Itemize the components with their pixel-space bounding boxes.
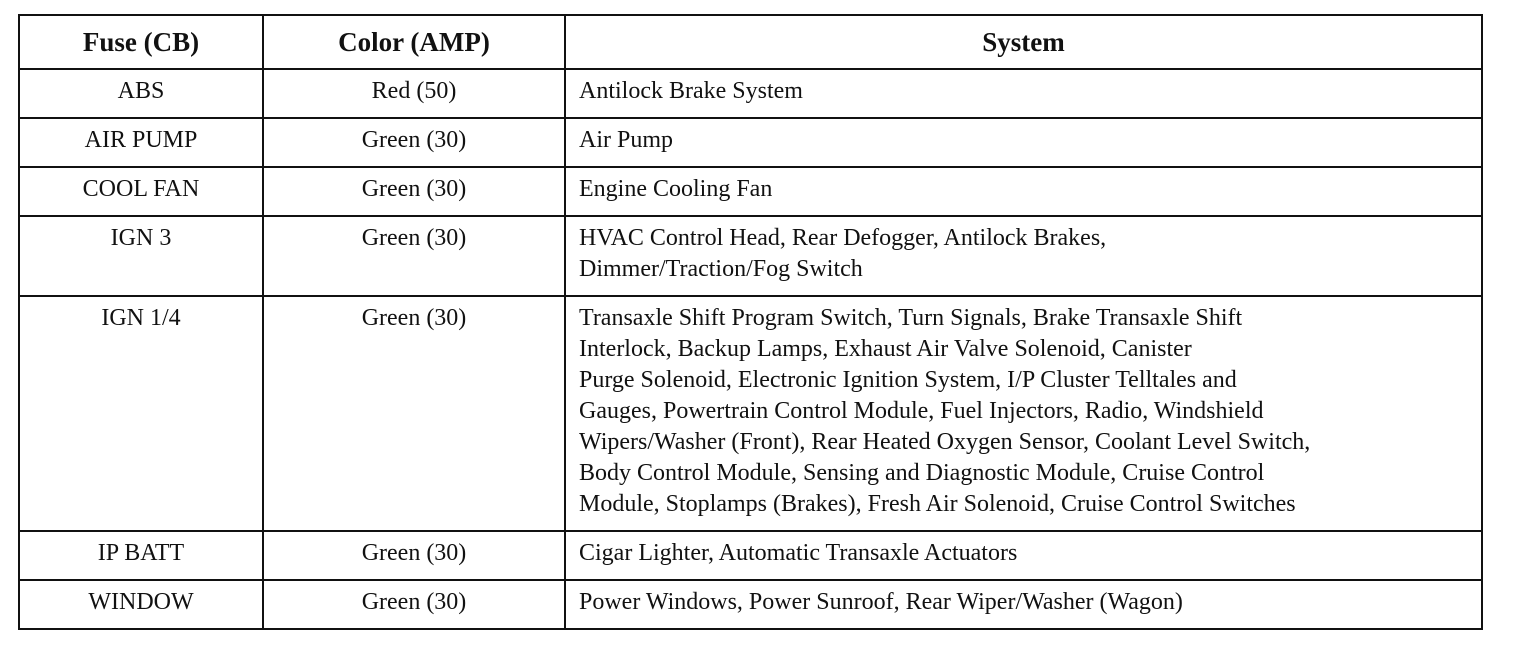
fuse-cell: IGN 1/4: [19, 296, 263, 531]
fuse-cell: IP BATT: [19, 531, 263, 580]
table-row: [19, 118, 1482, 167]
color-cell: Green (30): [263, 167, 565, 216]
table-body: [19, 69, 1482, 629]
table-row: [19, 167, 1482, 216]
table-row: [19, 296, 1482, 531]
header-color: Color (AMP): [263, 15, 565, 69]
color-cell: Green (30): [263, 296, 565, 531]
header-system: System: [565, 15, 1482, 69]
fuse-table: [18, 14, 1483, 630]
system-line: Dimmer/Traction/Fog Switch: [579, 256, 863, 282]
system-line: Antilock Brake System: [579, 78, 803, 104]
system-cell: [565, 580, 1482, 629]
fuse-cell: ABS: [19, 69, 263, 118]
system-line: Purge Solenoid, Electronic Ignition System, I/P Cluster Telltales and: [579, 367, 1237, 393]
table-row: [19, 69, 1482, 118]
system-line: Air Pump: [579, 127, 674, 153]
system-line: Interlock, Backup Lamps, Exhaust Air Valve Solenoid, Canister: [579, 336, 1192, 362]
system-line: Power Windows, Power Sunroof, Rear Wiper/Washer (Wagon): [579, 589, 1183, 615]
fuse-cell: COOL FAN: [19, 167, 263, 216]
system-line: Module, Stoplamps (Brakes), Fresh Air Solenoid, Cruise Control Switches: [579, 491, 1296, 517]
header-row: [19, 15, 1482, 69]
system-cell: [565, 296, 1482, 531]
table-row: [19, 216, 1482, 296]
table-row: [19, 580, 1482, 629]
color-cell: Green (30): [263, 531, 565, 580]
system-line: HVAC Control Head, Rear Defogger, Antilock Brakes,: [579, 225, 1107, 251]
system-cell: [565, 69, 1482, 118]
system-line: Cigar Lighter, Automatic Transaxle Actuators: [579, 540, 1018, 566]
system-line: Wipers/Washer (Front), Rear Heated Oxygen Sensor, Coolant Level Switch,: [579, 429, 1311, 455]
color-cell: Green (30): [263, 580, 565, 629]
system-line: Engine Cooling Fan: [579, 176, 773, 202]
system-line: Body Control Module, Sensing and Diagnostic Module, Cruise Control: [579, 460, 1265, 486]
system-line: Gauges, Powertrain Control Module, Fuel Injectors, Radio, Windshield: [579, 398, 1264, 424]
fuse-cell: AIR PUMP: [19, 118, 263, 167]
table-header: [19, 15, 1482, 69]
system-cell: [565, 118, 1482, 167]
header-fuse: Fuse (CB): [19, 15, 263, 69]
system-cell: [565, 216, 1482, 296]
fuse-cell: WINDOW: [19, 580, 263, 629]
fuse-cell: IGN 3: [19, 216, 263, 296]
color-cell: Red (50): [263, 69, 565, 118]
system-cell: [565, 531, 1482, 580]
table-row: [19, 531, 1482, 580]
color-cell: Green (30): [263, 118, 565, 167]
system-line: Transaxle Shift Program Switch, Turn Signals, Brake Transaxle Shift: [579, 305, 1243, 331]
system-cell: [565, 167, 1482, 216]
color-cell: Green (30): [263, 216, 565, 296]
